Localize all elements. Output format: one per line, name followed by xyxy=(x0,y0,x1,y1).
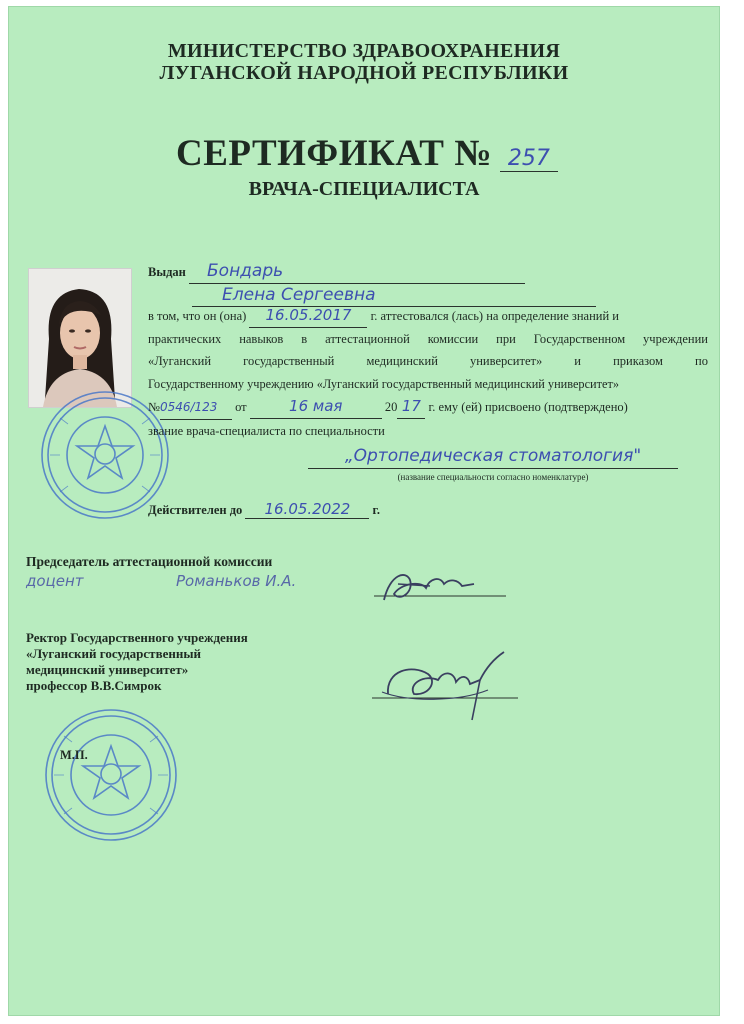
rector-line3: медицинский университет» xyxy=(26,662,189,677)
certificate-title-row xyxy=(176,132,558,175)
ministry-line1: МИНИСТЕРСТВО ЗДРАВООХРАНЕНИЯ xyxy=(167,40,561,62)
validity-row xyxy=(148,500,380,519)
certificate-subtitle: ВРАЧА-СПЕЦИАЛИСТА xyxy=(248,178,480,200)
year-suffix: 17 xyxy=(397,395,425,419)
signature-icon xyxy=(370,566,510,610)
order-from: от xyxy=(235,400,247,414)
attestation-line6: звание врача-специалиста по специальности xyxy=(148,423,385,438)
chairman-name: Романьков И.А. xyxy=(176,572,297,590)
holder-photo xyxy=(28,268,132,408)
attestation-line1-suffix: г. аттестовался (лась) на определение знаний и xyxy=(370,309,619,323)
validity-label: Действителен до xyxy=(148,503,243,517)
validity-date: 16.05.2022 xyxy=(245,500,369,519)
validity-suffix: г. xyxy=(372,503,380,517)
chairman-signature xyxy=(370,566,510,615)
attestation-text xyxy=(148,304,708,442)
specialty-value: „Ортопедическая стоматология" xyxy=(308,446,678,469)
ministry-line2: ЛУГАНСКОЙ НАРОДНОЙ РЕСПУБЛИКИ xyxy=(159,62,569,84)
year-prefix: 20 xyxy=(384,400,398,414)
issued-section xyxy=(148,260,708,307)
official-seal xyxy=(42,706,180,849)
order-prefix: № xyxy=(148,400,160,414)
certificate-number: 257 xyxy=(500,146,558,172)
attestation-line2: практических навыков в аттестационной комиссии при Государственном учреждении xyxy=(148,331,708,346)
signature-icon xyxy=(368,650,528,730)
holder-given-names: Елена Сергеевна xyxy=(192,284,596,308)
rector-line4: профессор В.В.Симрок xyxy=(26,678,162,693)
issued-label: Выдан xyxy=(148,265,186,279)
specialty-field xyxy=(308,446,678,482)
rector-line1: Ректор Государственного учреждения xyxy=(26,630,248,645)
attestation-line1-prefix: в том, что он (она) xyxy=(148,309,247,323)
order-day-month: 16 мая xyxy=(250,395,382,419)
attestation-line5-suffix: г. ему (ей) присвоено (подтверждено) xyxy=(428,400,628,414)
rector-section xyxy=(26,630,248,694)
specialty-caption: (название специальности согласно номенклатуре) xyxy=(397,472,589,482)
certificate-title: СЕРТИФИКАТ № xyxy=(176,133,492,174)
chairman-position: доцент xyxy=(26,572,84,590)
attestation-line3: «Луганский государственный медицинский университет» и приказом по xyxy=(148,354,708,368)
attestation-line4: Государственному учреждению «Луганский государственный медицинский университет» xyxy=(148,376,619,391)
ministry-header xyxy=(8,40,720,84)
seal-icon xyxy=(42,706,180,844)
certificate-sheet xyxy=(8,6,720,1016)
attestation-date: 16.05.2017 xyxy=(249,304,367,328)
holder-surname: Бондарь xyxy=(189,260,525,284)
chairman-title: Председатель аттестационной комиссии xyxy=(26,554,273,569)
rector-signature xyxy=(368,650,528,735)
order-number: 0546/123 xyxy=(160,396,232,420)
mp-label: М.П. xyxy=(60,748,88,762)
rector-line2: «Луганский государственный xyxy=(26,646,201,661)
